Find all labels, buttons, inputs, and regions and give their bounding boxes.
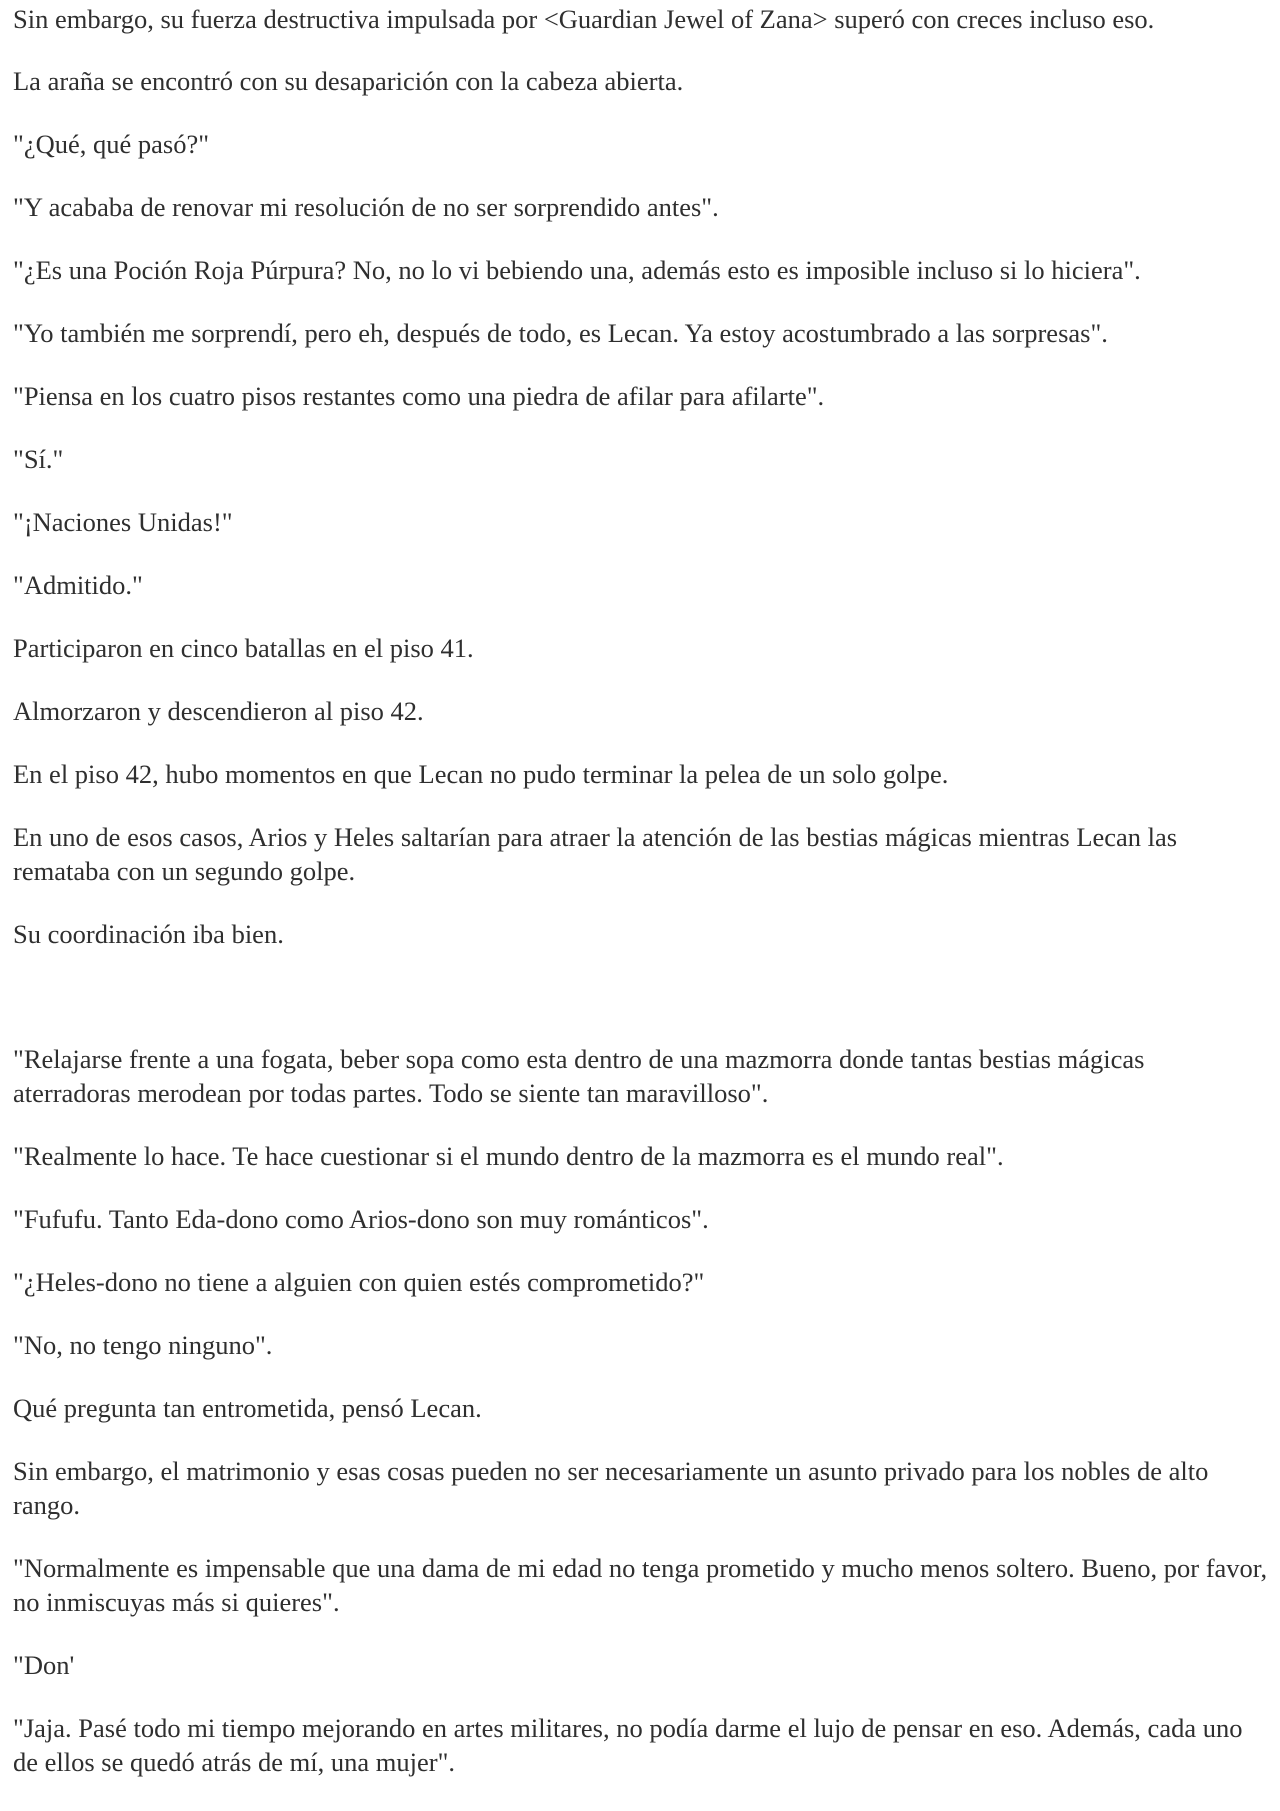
paragraph: "¿Qué, qué pasó?" — [13, 129, 210, 159]
paragraph: "Piensa en los cuatro pisos restantes como una piedra de afilar para afilarte". — [13, 381, 825, 411]
paragraph: "Realmente lo hace. Te hace cuestionar si el mundo dentro de la mazmorra es el mundo real". — [13, 1141, 1004, 1171]
paragraph: "Relajarse frente a una fogata, beber sopa como esta dentro de una mazmorra donde tantas bestias mágicas aterradoras merodean por todas partes. Todo se siente tan maravilloso". — [13, 1044, 1145, 1108]
paragraph: La araña se encontró con su desaparición con la cabeza abierta. — [13, 66, 684, 96]
paragraph: "Sí." — [13, 444, 64, 474]
paragraph: "Yo también me sorprendí, pero eh, después de todo, es Lecan. Ya estoy acostumbrado a las sorpresas". — [13, 318, 1108, 348]
paragraph: Sin embargo, su fuerza destructiva impulsada por <Guardian Jewel of Zana> superó con creces incluso eso. — [13, 4, 1155, 34]
paragraph: "Don' — [13, 1650, 75, 1680]
paragraph: "Jaja. Pasé todo mi tiempo mejorando en artes militares, no podía darme el lujo de pensar en eso. Además, cada uno de ellos se quedó atrás de mí, una mujer". — [13, 1713, 1243, 1777]
paragraph: "No, no tengo ninguno". — [13, 1330, 273, 1360]
paragraph: En uno de esos casos, Arios y Heles saltarían para atraer la atención de las bestias mágicas mientras Lecan las remataba con un segundo golpe. — [13, 822, 1178, 886]
paragraph: Participaron en cinco batallas en el piso 41. — [13, 633, 474, 663]
paragraph: En el piso 42, hubo momentos en que Lecan no pudo terminar la pelea de un solo golpe. — [13, 759, 949, 789]
paragraph: Sin embargo, el matrimonio y esas cosas pueden no ser necesariamente un asunto privado para los nobles de alto rango. — [13, 1456, 1209, 1520]
paragraph: Su coordinación iba bien. — [13, 919, 284, 949]
paragraph: "Fufufu. Tanto Eda-dono como Arios-dono son muy románticos". — [13, 1204, 709, 1234]
paragraph: "¡Naciones Unidas!" — [13, 507, 233, 537]
paragraph: "Normalmente es impensable que una dama de mi edad no tenga prometido y mucho menos soltero. Bueno, por favor, no inmiscuyas más si quieres". — [13, 1553, 1268, 1617]
paragraph: "¿Heles-dono no tiene a alguien con quien estés comprometido?" — [13, 1267, 705, 1297]
paragraph: Almorzaron y descendieron al piso 42. — [13, 696, 424, 726]
paragraph: "Admitido." — [13, 570, 143, 600]
paragraph: "¿Es una Poción Roja Púrpura? No, no lo vi bebiendo una, además esto es imposible incluso si lo hiciera". — [13, 255, 1141, 285]
paragraph: Qué pregunta tan entrometida, pensó Lecan. — [13, 1393, 482, 1423]
paragraph: "Y acababa de renovar mi resolución de no ser sorprendido antes". — [13, 192, 719, 222]
